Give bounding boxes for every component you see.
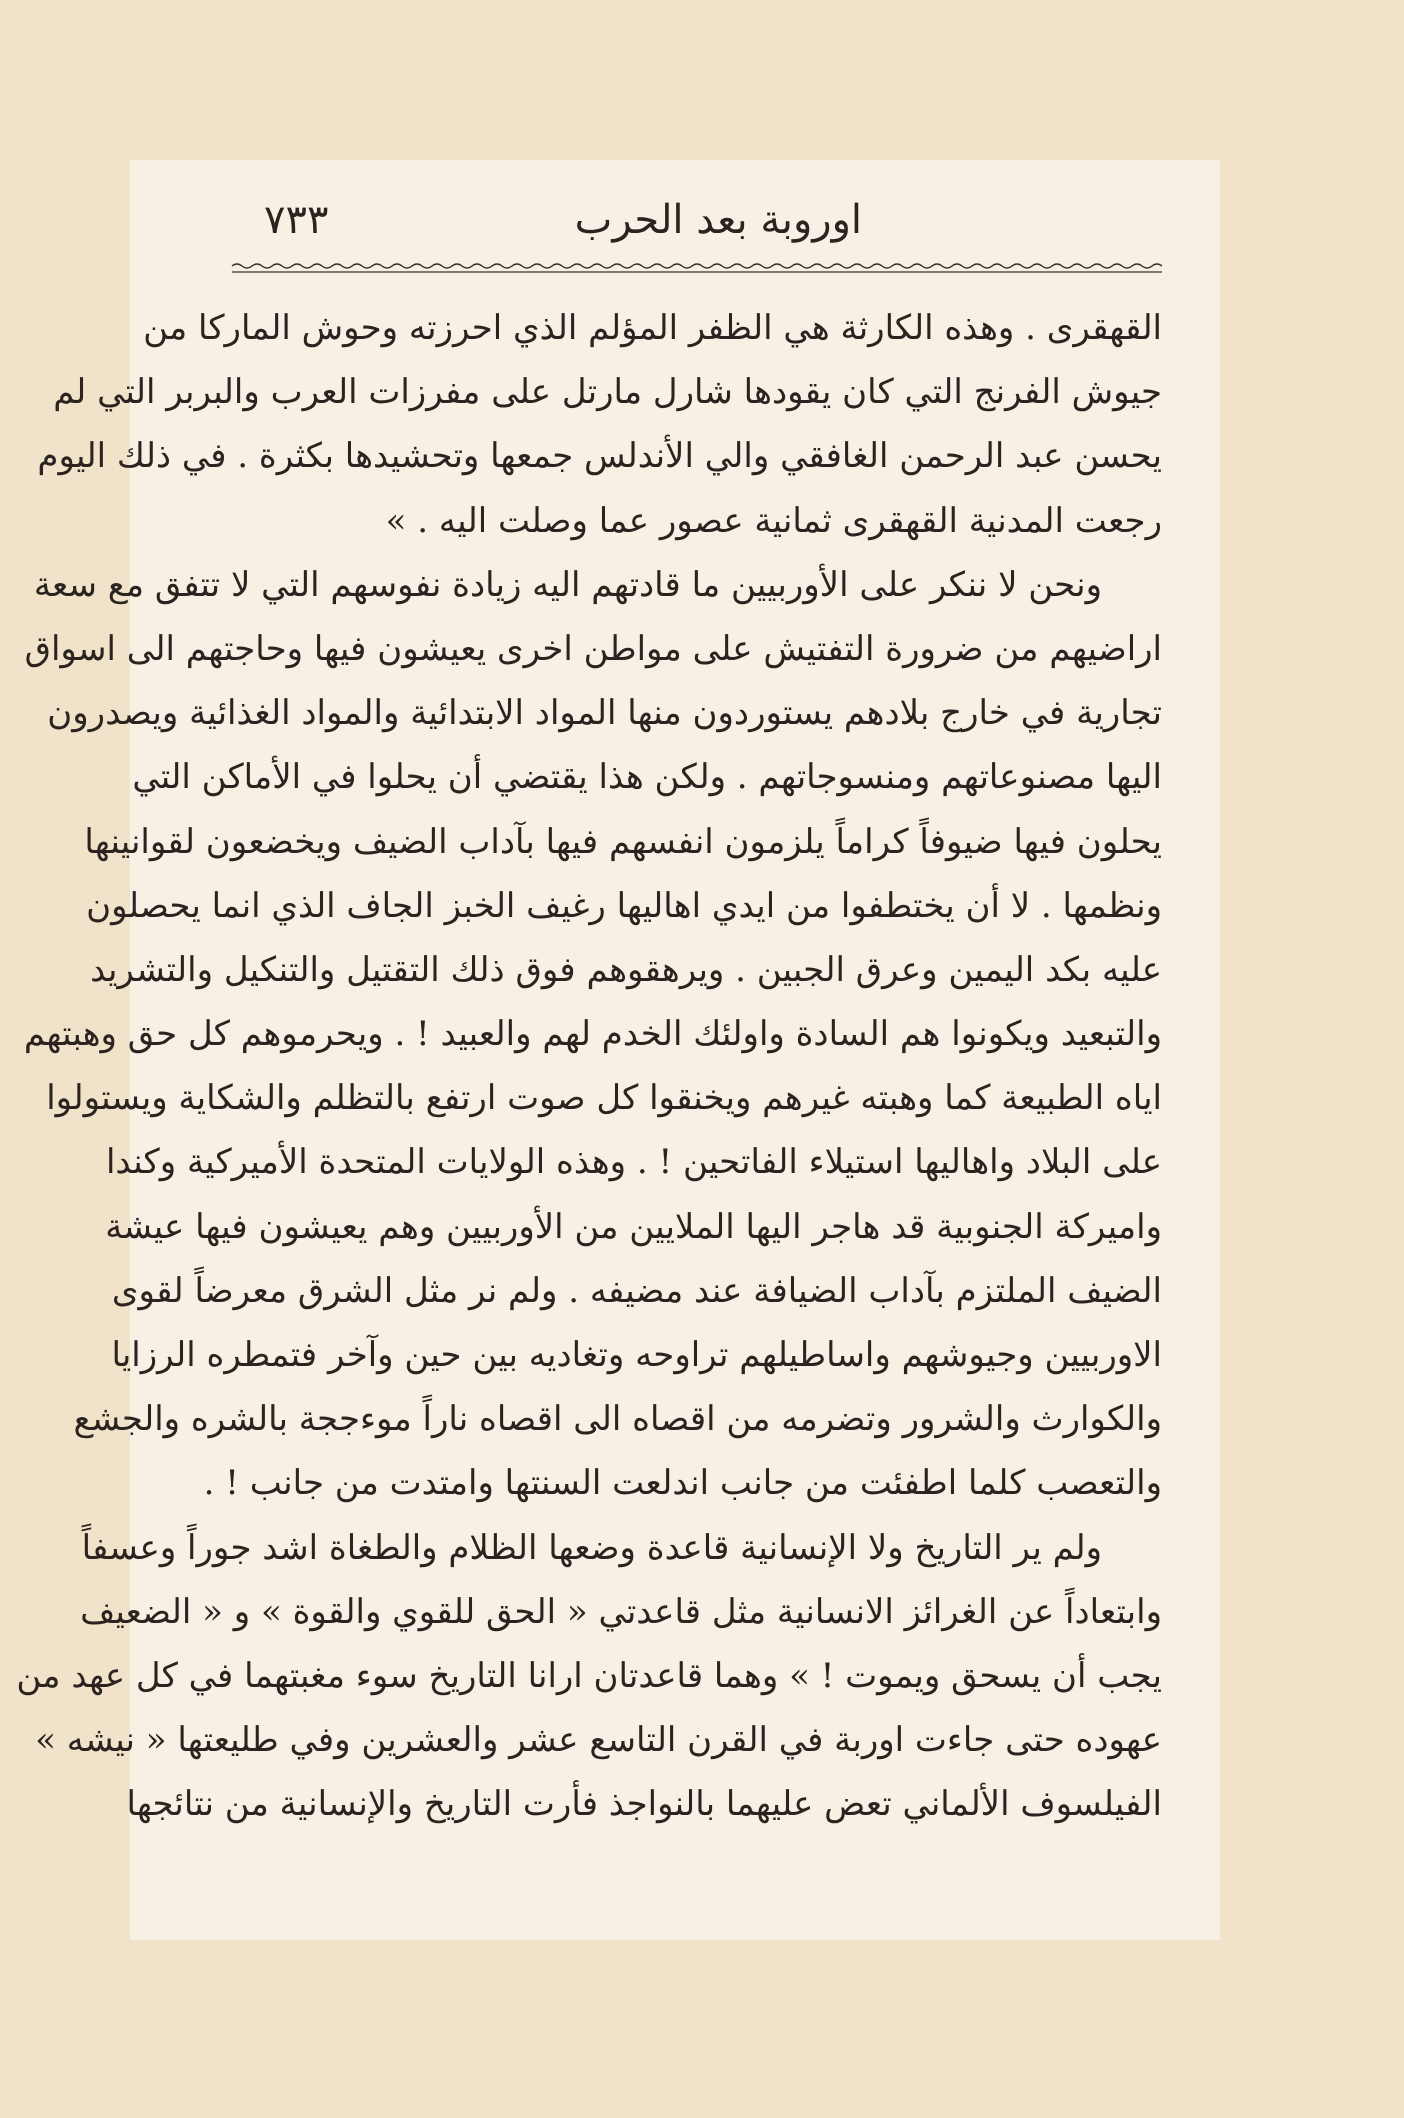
text-line: وابتعاداً عن الغرائز الانسانية مثل قاعدتي « الحق للقوي والقوة » و « الضعيف — [80, 1591, 1162, 1632]
text-line: اليها مصنوعاتهم ومنسوجاتهم . ولكن هذا يقتضي أن يحلوا في الأماكن التي — [132, 757, 1162, 798]
text-line: ونظمها . لا أن يختطفوا من ايدي اهاليها رغيف الخبز الجاف الذي انما يحصلون — [86, 885, 1162, 926]
text-line: ولم ير التاريخ ولا الإنسانية قاعدة وضعها الظلام والطغاة اشد جوراً وعسفاً — [81, 1527, 1102, 1568]
body-text — [16, 296, 1162, 1837]
text-line: يحسن عبد الرحمن الغافقي والي الأندلس جمعها وتحشيدها بكثرة . في ذلك اليوم — [37, 436, 1162, 477]
text-line: على البلاد واهاليها استيلاء الفاتحين ! . وهذه الولايات المتحدة الأميركية وكندا — [105, 1142, 1162, 1183]
text-line: اراضيهم من ضرورة التفتيش على مواطن اخرى يعيشون فيها وحاجتهم الى اسواق — [24, 628, 1162, 669]
page-number: ٧٣٣ — [264, 197, 329, 243]
text-line: عهوده حتى جاءت اوربة في القرن التاسع عشر والعشرين وفي طليعتها « نيشه » — [35, 1720, 1162, 1761]
page-header — [232, 190, 1162, 250]
text-line: الفيلسوف الألماني تعض عليهما بالنواجذ فأرت التاريخ والإنسانية من نتائجها — [126, 1784, 1162, 1825]
text-line: اياه الطبيعة كما وهبته غيرهم ويخنقوا كل صوت ارتفع بالتظلم والشكاية ويستولوا — [46, 1078, 1162, 1119]
text-line: يجب أن يسحق ويموت ! » وهما قاعدتان ارانا التاريخ سوء مغبتهما في كل عهد من — [16, 1655, 1162, 1696]
text-line: والتعصب كلما اطفئت من جانب اندلعت السنتها وامتدت من جانب ! . — [203, 1463, 1162, 1504]
text-line: والكوارث والشرور وتضرمه من اقصاه الى اقصاه ناراً موءججة بالشره والجشع — [73, 1399, 1162, 1440]
running-title: اوروبة بعد الحرب — [574, 197, 862, 243]
header-wavy-rule — [232, 262, 1162, 274]
text-line: جيوش الفرنج التي كان يقودها شارل مارتل على مفرزات العرب والبربر التي لم — [53, 372, 1162, 413]
text-line: ونحن لا ننكر على الأوربيين ما قادتهم اليه زيادة نفوسهم التي لا تتفق مع سعة — [33, 564, 1102, 605]
text-line: رجعت المدنية القهقرى ثمانية عصور عما وصلت اليه . » — [385, 500, 1162, 541]
text-line: عليه بكد اليمين وعرق الجبين . ويرهقوهم فوق ذلك التقتيل والتنكيل والتشريد — [90, 949, 1162, 990]
text-line: والتبعيد ويكونوا هم السادة واولئك الخدم لهم والعبيد ! . ويحرموهم كل حق وهبتهم — [23, 1014, 1162, 1055]
text-line: تجارية في خارج بلادهم يستوردون منها المواد الابتدائية والمواد الغذائية ويصدرون — [47, 693, 1162, 734]
text-line: واميركة الجنوبية قد هاجر اليها الملايين من الأوربيين وهم يعيشون فيها عيشة — [105, 1206, 1162, 1247]
text-line: الضيف الملتزم بآداب الضيافة عند مضيفه . ولم نر مثل الشرق معرضاً لقوى — [111, 1270, 1162, 1311]
text-line: يحلون فيها ضيوفاً كراماً يلزمون انفسهم فيها بآداب الضيف ويخضعون لقوانينها — [84, 821, 1162, 862]
text-line: القهقرى . وهذه الكارثة هي الظفر المؤلم الذي احرزته وحوش الماركا من — [143, 308, 1162, 348]
text-line: الاوربيين وجيوشهم واساطيلهم تراوحه وتغاديه بين حين وآخر فتمطره الرزايا — [111, 1335, 1162, 1375]
